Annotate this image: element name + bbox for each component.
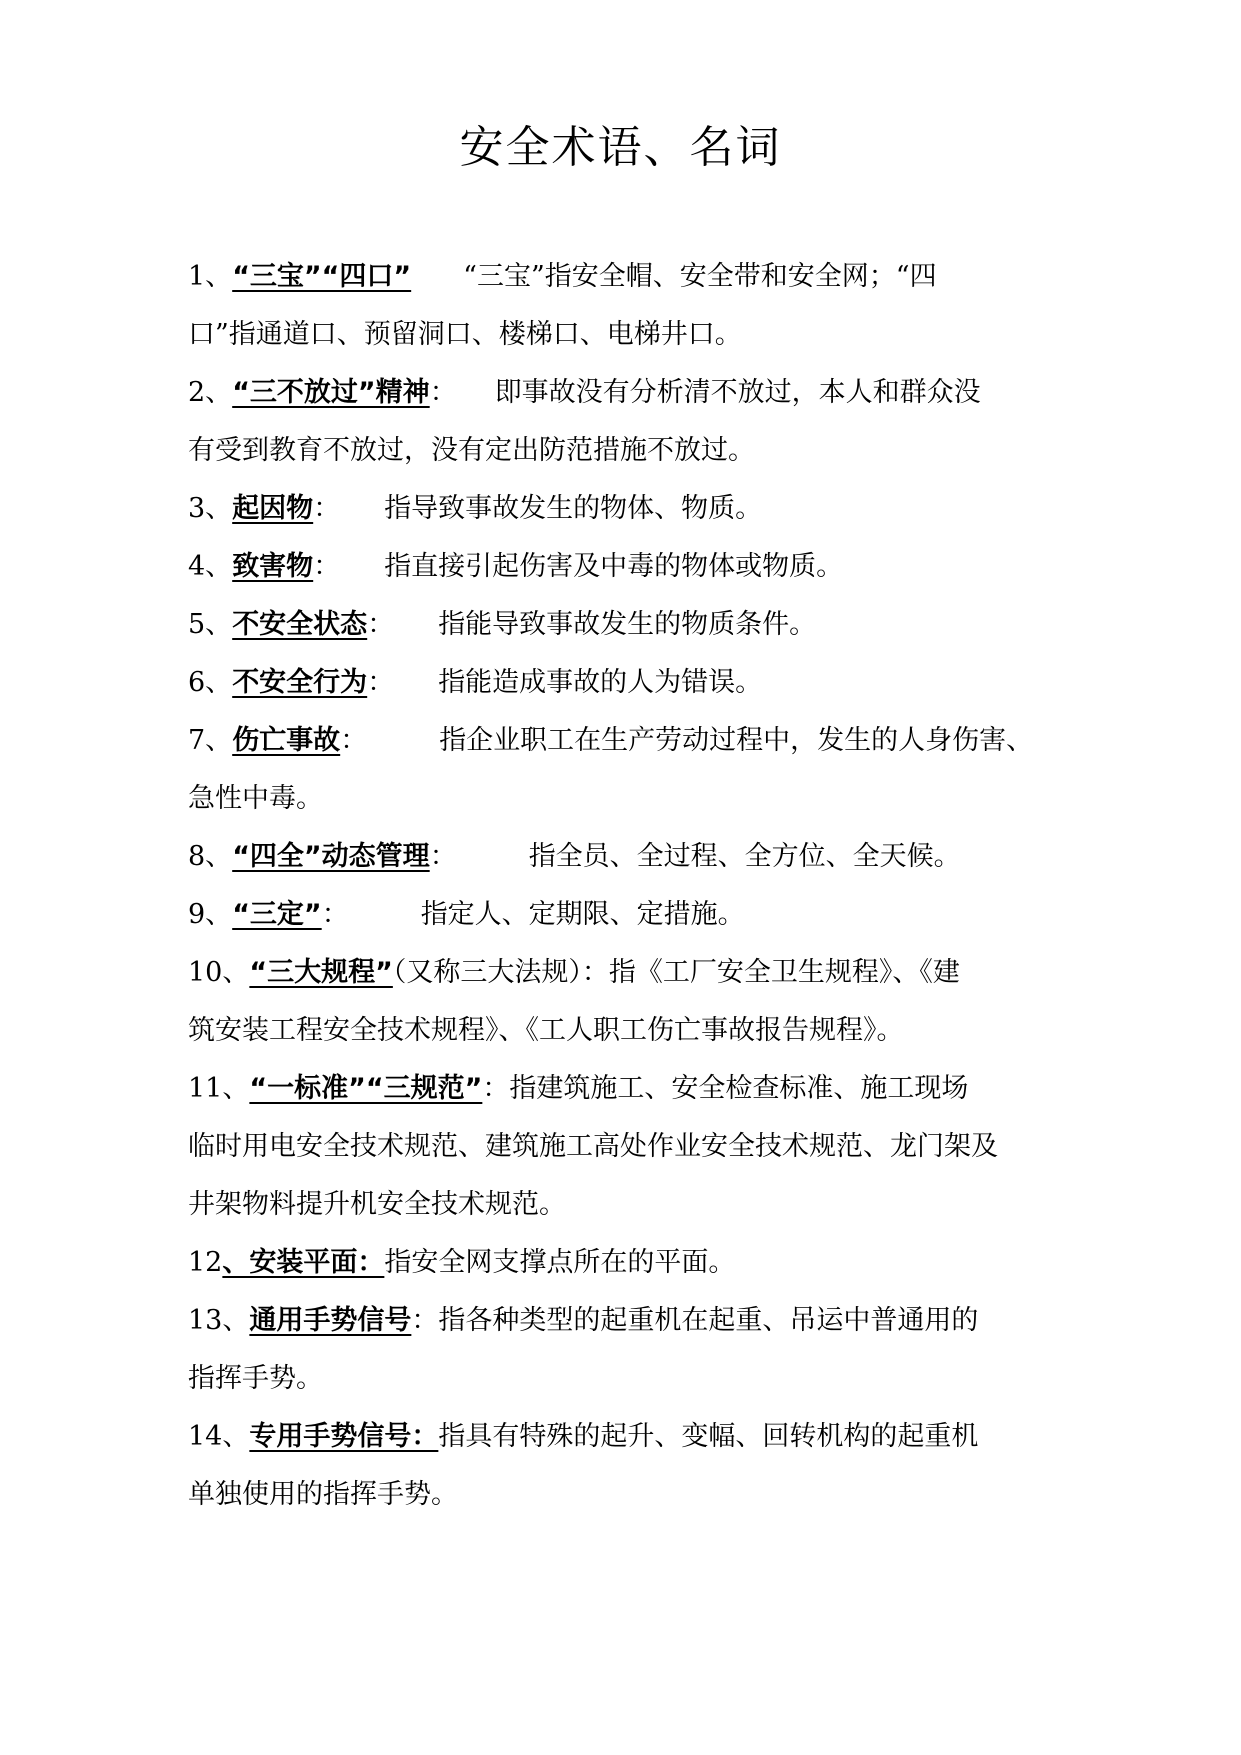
page-title: 安全术语、名词	[459, 122, 782, 173]
list-item	[188, 596, 1093, 654]
list-item	[188, 1292, 1093, 1350]
item-definition: 指挥手势。	[188, 1363, 323, 1394]
item-separator: ：	[313, 493, 341, 524]
item-definition: 筑安装工程安全技术规程》、《工人职工伤亡事故报告规程》。	[188, 1015, 904, 1046]
item-number: 3、	[188, 493, 233, 524]
item-term: 致害物	[232, 551, 314, 582]
item-number: 9、	[188, 899, 233, 930]
item-term: “一标准”“三规范”	[249, 1073, 483, 1104]
list-item-continuation	[188, 1118, 1093, 1176]
item-definition: 急性中毒。	[188, 783, 323, 814]
item-definition: 指能导致事故发生的物质条件。	[438, 609, 817, 640]
list-item	[188, 480, 1093, 538]
item-number: 7、	[188, 725, 233, 756]
item-separator: ：	[321, 899, 349, 930]
item-number: 2、	[188, 377, 233, 408]
item-definition: 临时用电安全技术规范、建筑施工高处作业安全技术规范、龙门架及	[188, 1131, 998, 1162]
list-item	[188, 654, 1093, 712]
item-definition: 单独使用的指挥手势。	[188, 1479, 458, 1510]
item-separator: ：	[429, 841, 457, 872]
list-item	[188, 1060, 1093, 1118]
item-number: 12	[188, 1247, 223, 1278]
item-number: 4、	[188, 551, 233, 582]
item-separator: ：	[340, 725, 368, 756]
item-term: 起因物	[232, 493, 314, 524]
item-definition: 指能造成事故的人为错误。	[438, 667, 763, 698]
item-definition: 有受到教育不放过，没有定出防范措施不放过。	[188, 435, 755, 466]
term-list	[188, 248, 1093, 1524]
item-definition: 口”指通道口、预留洞口、楼梯口、电梯井口。	[188, 319, 742, 350]
item-definition: 指安全网支撑点所在的平面。	[384, 1247, 736, 1278]
list-item	[188, 828, 1093, 886]
item-separator: ：	[482, 1073, 510, 1104]
item-definition: 指各种类型的起重机在起重、吊运中普通用的	[438, 1305, 979, 1336]
list-item-continuation	[188, 1466, 1093, 1524]
item-definition: 指全员、全过程、全方位、全天候。	[528, 841, 961, 872]
list-item	[188, 712, 1093, 770]
item-term: “三宝”“四口”	[232, 261, 412, 292]
item-separator: ：	[429, 377, 457, 408]
list-item-continuation	[188, 1350, 1093, 1408]
item-number: 13、	[188, 1305, 250, 1336]
list-item	[188, 248, 1093, 306]
item-term: 专用手势信号：	[249, 1421, 439, 1452]
item-term: “三大规程”	[249, 957, 393, 988]
item-number: 10、	[188, 957, 250, 988]
item-number: 14、	[188, 1421, 250, 1452]
list-item	[188, 1408, 1093, 1466]
item-term: 不安全行为	[232, 667, 368, 698]
list-item-continuation	[188, 770, 1093, 828]
item-term: 、安装平面：	[222, 1247, 385, 1278]
item-term: “四全”动态管理	[232, 841, 430, 872]
item-term: 通用手势信号	[249, 1305, 412, 1336]
item-definition: 指《工厂安全卫生规程》、《建	[608, 957, 960, 988]
item-definition: 指具有特殊的起升、变幅、回转机构的起重机	[438, 1421, 979, 1452]
item-separator: ：	[367, 609, 395, 640]
item-term: “三不放过”精神	[232, 377, 430, 408]
item-number: 6、	[188, 667, 233, 698]
item-number: 8、	[188, 841, 233, 872]
item-separator: （又称三大法规）：	[392, 957, 609, 988]
item-number: 1、	[188, 261, 233, 292]
list-item	[188, 538, 1093, 596]
list-item-continuation	[188, 306, 1093, 364]
item-number: 5、	[188, 609, 233, 640]
list-item	[188, 364, 1093, 422]
item-definition: 指导致事故发生的物体、物质。	[384, 493, 763, 524]
list-item	[188, 1234, 1093, 1292]
item-term: “三定”	[232, 899, 322, 930]
item-separator: ：	[411, 1305, 439, 1336]
list-item	[188, 944, 1093, 1002]
list-item-continuation	[188, 422, 1093, 480]
item-separator: ：	[313, 551, 341, 582]
item-definition: 指建筑施工、安全检查标准、施工现场	[509, 1073, 969, 1104]
item-term: 伤亡事故	[232, 725, 341, 756]
item-definition: 指直接引起伤害及中毒的物体或物质。	[384, 551, 844, 582]
list-item-continuation	[188, 1002, 1093, 1060]
item-number: 11、	[188, 1073, 250, 1104]
list-item-continuation	[188, 1176, 1093, 1234]
item-definition: 井架物料提升机安全技术规范。	[188, 1189, 566, 1220]
list-item	[188, 886, 1093, 944]
item-separator: ：	[367, 667, 395, 698]
item-definition: 指企业职工在生产劳动过程中，发生的人身伤害、	[439, 725, 1034, 756]
item-definition: 指定人、定期限、定措施。	[420, 899, 745, 930]
item-definition: “三宝”指安全帽、安全带和安全网；“四	[463, 261, 937, 292]
item-term: 不安全状态	[232, 609, 368, 640]
item-definition: 即事故没有分析清不放过，本人和群众没	[494, 377, 981, 408]
